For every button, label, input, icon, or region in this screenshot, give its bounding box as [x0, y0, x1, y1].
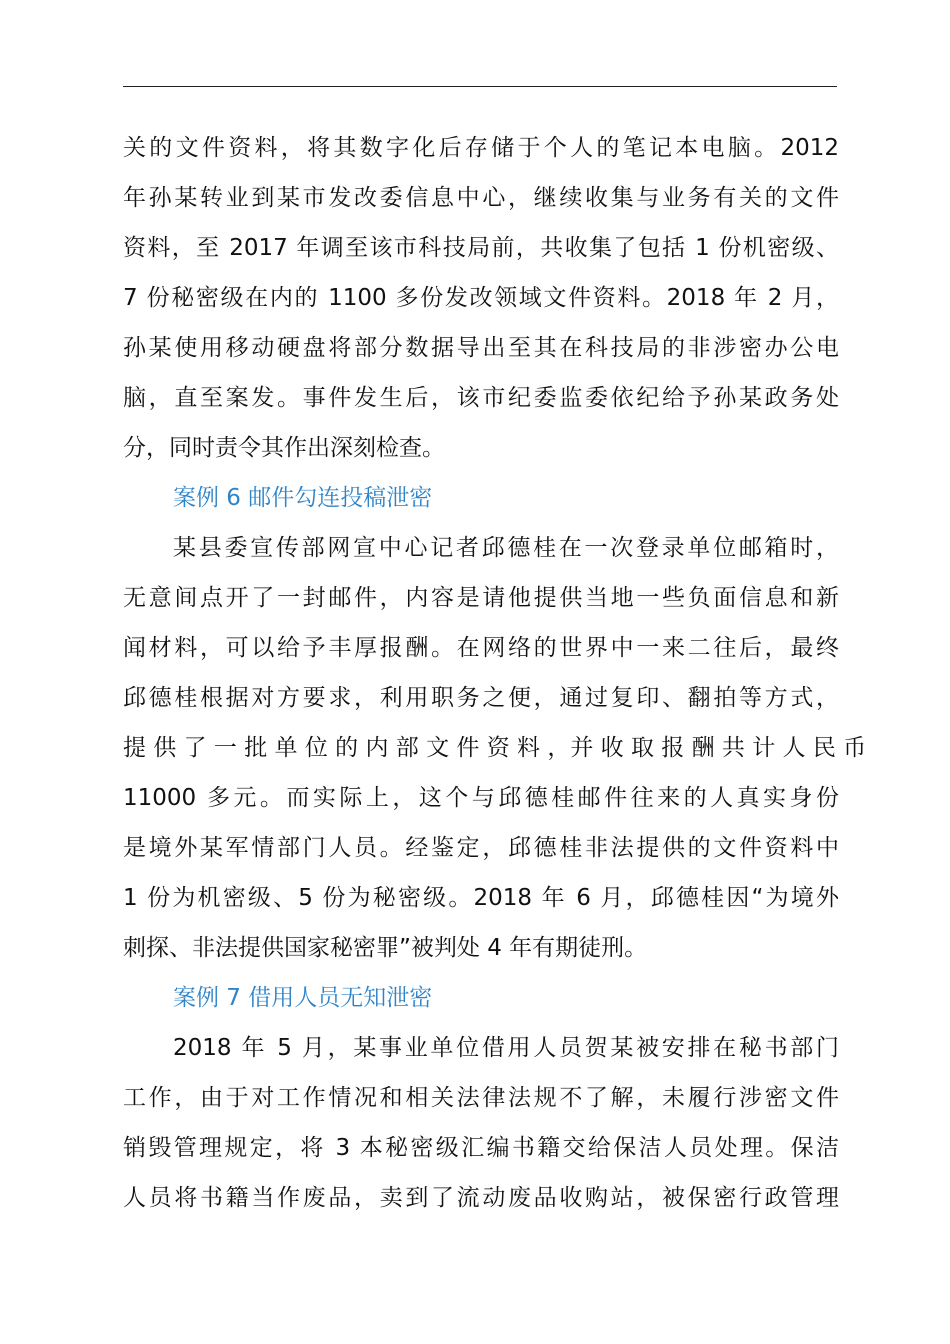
paragraph-line: 7 份秘密级在内的 1100 多份发改领域文件资料。2018 年 2 月， [123, 285, 839, 311]
paragraph-line: 工作，由于对工作情况和相关法律法规不了解，未履行涉密文件 [123, 1085, 839, 1111]
paragraph-line: 某县委宣传部网宣中心记者邱德桂在一次登录单位邮箱时， [173, 535, 839, 561]
paragraph-line: 人员将书籍当作废品，卖到了流动废品收购站，被保密行政管理 [123, 1185, 839, 1211]
paragraph-line: 11000 多元。而实际上，这个与邱德桂邮件往来的人真实身份 [123, 785, 839, 811]
header-rule [123, 86, 837, 87]
paragraph-line: 孙某使用移动硬盘将部分数据导出至其在科技局的非涉密办公电 [123, 335, 839, 361]
paragraph-line: 闻材料，可以给予丰厚报酬。在网络的世界中一来二往后，最终 [123, 635, 839, 661]
paragraph-line: 提 供 了 一 批 单 位 的 内 部 文 件 资 料 ，并 收 取 报 酬 共 计 人 民 币 [123, 735, 867, 761]
paragraph-line: 无意间点开了一封邮件，内容是请他提供当地一些负面信息和新 [123, 585, 839, 611]
paragraph-line: 刺探、非法提供国家秘密罪”被判处 4 年有期徒刑。 [123, 935, 648, 961]
paragraph-line: 年孙某转业到某市发改委信息中心，继续收集与业务有关的文件 [123, 185, 839, 211]
paragraph-line: 邱德桂根据对方要求，利用职务之便，通过复印、翻拍等方式， [123, 685, 839, 711]
paragraph-line: 分，同时责令其作出深刻检查。 [123, 435, 445, 461]
paragraph-line: 销毁管理规定，将 3 本秘密级汇编书籍交给保洁人员处理。保洁 [123, 1135, 839, 1161]
paragraph-line: 是境外某军情部门人员。经鉴定，邱德桂非法提供的文件资料中 [123, 835, 839, 861]
paragraph-line: 资料，至 2017 年调至该市科技局前，共收集了包括 1 份机密级、 [123, 235, 839, 261]
paragraph-line: 脑，直至案发。事件发生后，该市纪委监委依纪给予孙某政务处 [123, 385, 839, 411]
paragraph-line: 关的文件资料，将其数字化后存储于个人的笔记本电脑。2012 [123, 135, 839, 161]
case-6-heading: 案例 6 邮件勾连投稿泄密 [173, 485, 433, 511]
paragraph-line: 1 份为机密级、5 份为秘密级。2018 年 6 月，邱德桂因“为境外 [123, 885, 839, 911]
paragraph-line: 2018 年 5 月，某事业单位借用人员贺某被安排在秘书部门 [173, 1035, 839, 1061]
case-7-heading: 案例 7 借用人员无知泄密 [173, 985, 433, 1011]
